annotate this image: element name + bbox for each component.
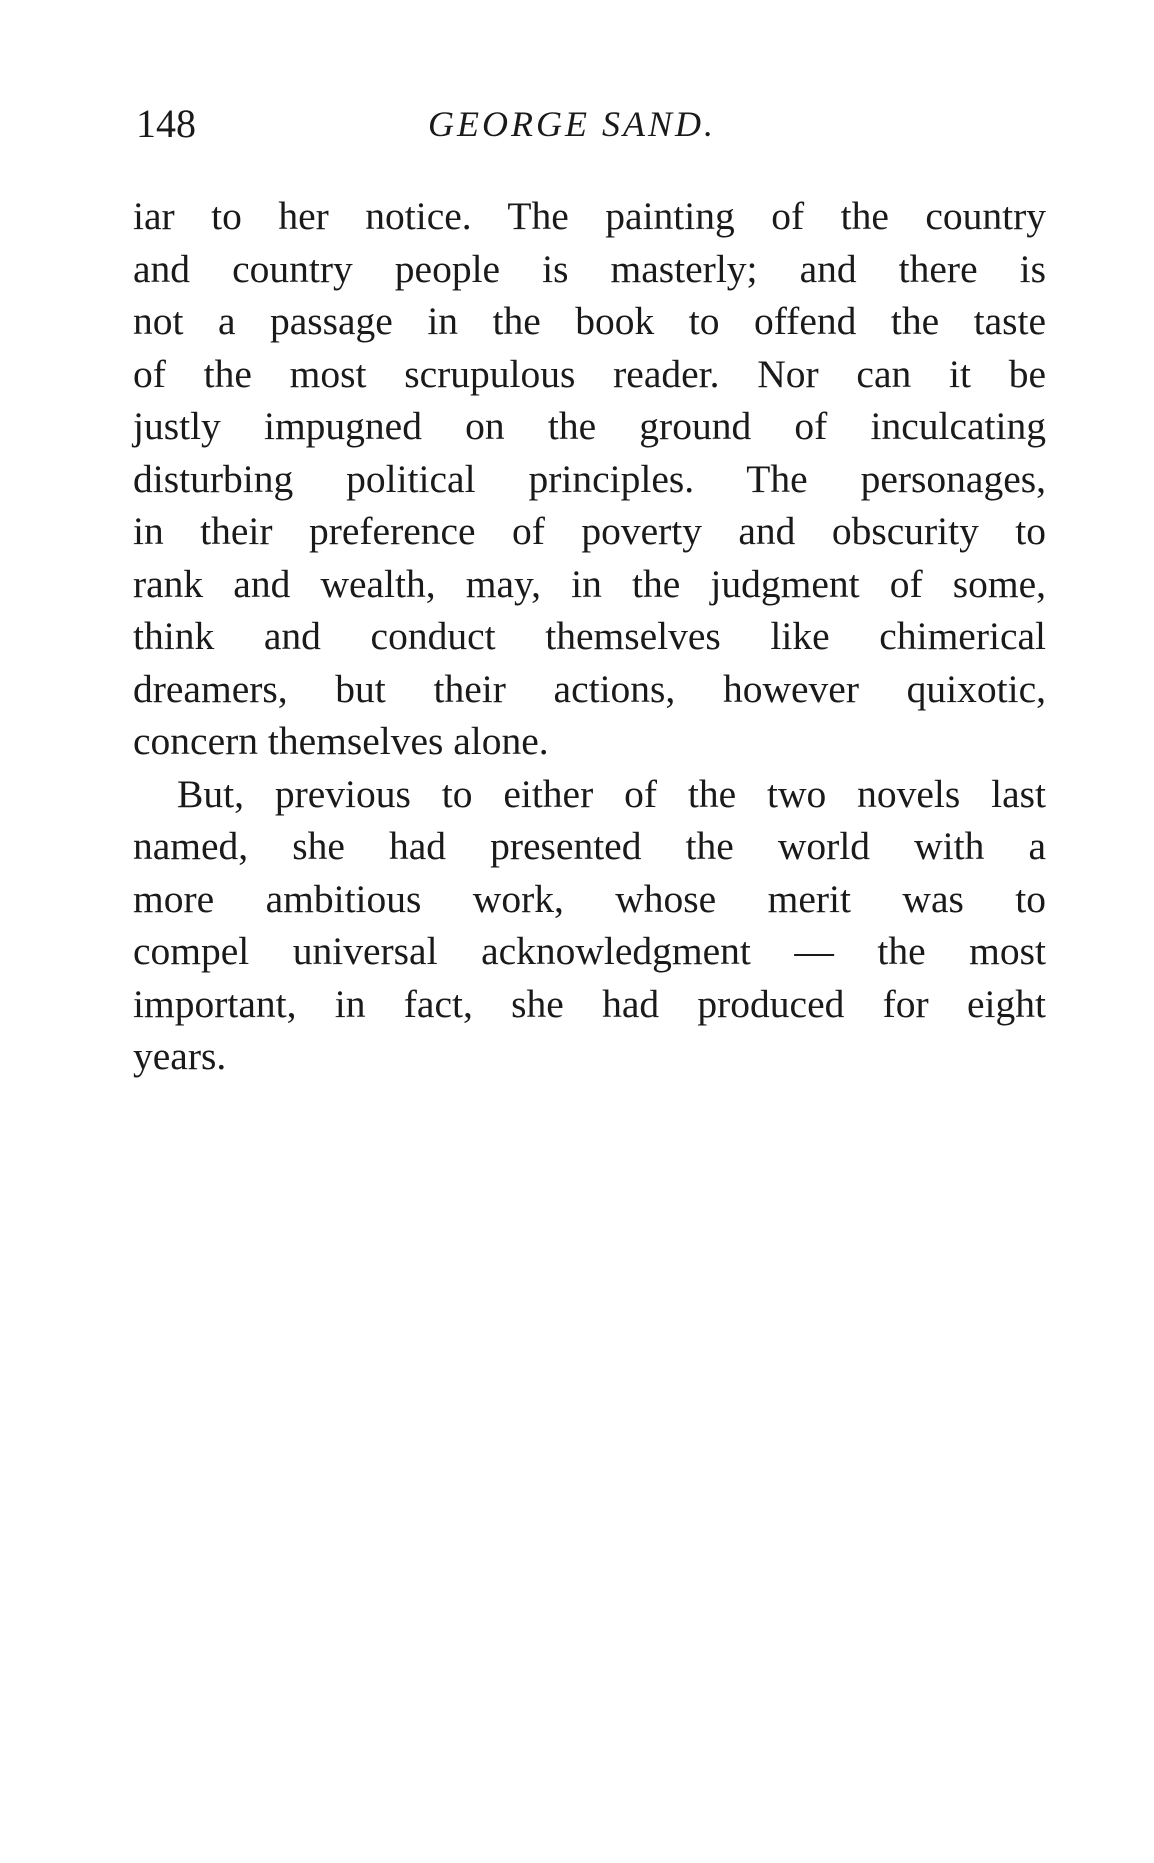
text-line: and country people is masterly; and there is (133, 246, 1046, 291)
running-title: GEORGE SAND. (428, 104, 716, 144)
text-line: rank and wealth, may, in the judgment of some, (133, 561, 1046, 606)
text-line: disturbing political principles. The personages, (133, 456, 1046, 501)
text-line: concern themselves alone. (133, 719, 549, 763)
text-line: think and conduct themselves like chimerical (133, 614, 1046, 658)
body-text (133, 190, 1046, 1083)
text-line: not a passage in the book to offend the taste (133, 299, 1046, 343)
text-line: justly impugned on the ground of inculcating (133, 404, 1046, 448)
text-line: years. (133, 1034, 227, 1078)
text-line: But, previous to either of the two novels last (177, 771, 1046, 816)
page-number: 148 (136, 101, 196, 146)
paragraph-1 (133, 190, 1046, 768)
text-line: iar to her notice. The painting of the country (133, 194, 1046, 238)
text-line: named, she had presented the world with a (133, 824, 1046, 868)
text-line: dreamers, but their actions, however quixotic, (133, 666, 1046, 711)
text-line: of the most scrupulous reader. Nor can it be (133, 351, 1046, 396)
text-line: compel universal acknowledgment — the most (133, 929, 1046, 973)
paragraph-2 (133, 768, 1046, 1083)
page-header (136, 96, 1046, 156)
text-line: more ambitious work, whose merit was to (133, 876, 1046, 921)
text-line: important, in fact, she had produced for eight (133, 981, 1046, 1026)
text-line: in their preference of poverty and obscurity to (133, 509, 1046, 553)
